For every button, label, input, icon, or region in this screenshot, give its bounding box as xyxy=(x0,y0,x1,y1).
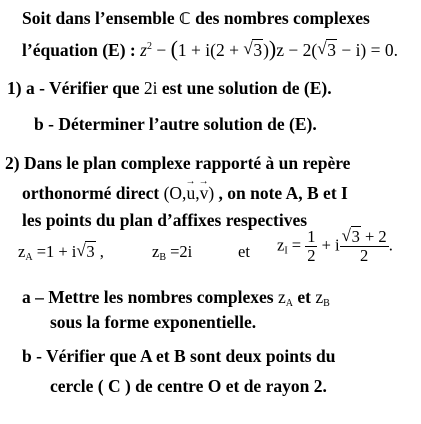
q2a-line-2: sous la forme exponentielle. xyxy=(50,312,257,332)
sqrt-3-zA: √ 3 xyxy=(76,241,95,261)
complex-set-symbol: ℂ xyxy=(179,9,191,28)
q2a-line-1: a – Mettre les nombres complexes $z_A$ et $z_B$ xyxy=(22,287,330,309)
intro-text: Soit dans l’ensemble xyxy=(22,8,180,28)
q2-intro-1: 2) Dans le plan complexe rapporté à un repère xyxy=(5,153,351,173)
q2-intro-3: les points du plan d’affixes respectives xyxy=(22,210,308,230)
frac-sqrt3-plus-2: √ 3 + 2 2 xyxy=(341,226,387,265)
q2b-line-2: cercle ( C ) de centre O et de rayon 2. xyxy=(50,376,327,396)
frac-one-half: $\frac{1}{2}$ xyxy=(307,227,316,265)
et-word: et xyxy=(238,242,250,261)
equation-label: l’équation (E) : xyxy=(22,40,136,60)
affix-zI: $z_I$ = $\frac{1}{2}$ + i √ 3 + 2 2 . xyxy=(277,226,393,265)
q2-intro-2: orthonormé direct (O,→ u,→ v) , on note A, B et I xyxy=(22,183,348,203)
q1b: b - Déterminer l’autre solution de (E). xyxy=(34,114,317,134)
vector-v: → v xyxy=(200,183,209,203)
equation-line xyxy=(22,36,399,61)
q1a: 1) a - Vérifier que 2i est une solution de (E). xyxy=(7,78,332,98)
sqrt-3: √ 3 xyxy=(243,39,263,60)
vector-u: → u xyxy=(186,183,195,203)
intro-line-1 xyxy=(22,8,370,29)
affix-zB: $z_B =2i$ xyxy=(152,242,193,263)
equation: $z^2 - (1 + i(2$ + √ 3))z − 2( √ 3 − i) = 0. xyxy=(140,36,399,61)
q2b-line-1: b - Vérifier que A et B sont deux points du xyxy=(22,346,336,366)
frame: (O,→ u,→ v) xyxy=(164,183,215,203)
affix-zA: $z_A =1 + i$ √ 3 , xyxy=(18,241,104,263)
sqrt-3-b: √ 3 xyxy=(317,39,336,60)
intro-text-2: des nombres complexes xyxy=(190,8,370,28)
